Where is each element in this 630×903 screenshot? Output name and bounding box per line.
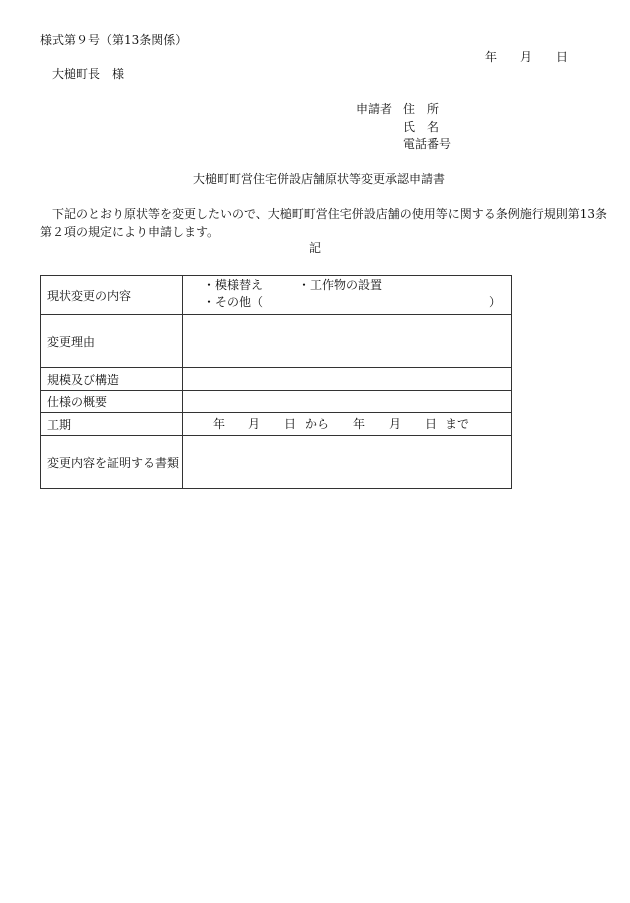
applicant-label: 申請者 [356,102,393,116]
content-options-cell [183,276,512,315]
table-row [41,436,512,489]
body-text-line1: 下記のとおり原状等を変更したいので、大槌町町営住宅併設店舗の使用等に関する条例施行規則第13条 [52,207,608,221]
form-number: 様式第９号（第13条関係） [40,33,188,47]
label-period: 工期 [41,413,183,436]
body-text-line2: 第２項の規定により申請します。 [40,225,220,239]
table-row [41,315,512,368]
reason-cell [183,315,512,368]
label-docs: 変更内容を証明する書類 [41,436,183,489]
period-month-1: 月 [248,417,261,431]
docs-cell [183,436,512,489]
applicant-name-label: 氏 名 [403,120,440,134]
applicant-address-label: 住 所 [403,102,440,116]
table-row [41,368,512,391]
label-spec: 仕様の概要 [41,391,183,413]
option-pattern: ・模様替え [203,278,264,292]
period-until: まで [445,417,470,431]
document-title: 大槌町町営住宅併設店舗原状等変更承認申請書 [193,172,446,186]
date-year: 年 [485,50,498,64]
table-row [41,276,512,315]
date-month: 月 [520,50,533,64]
ki-heading: 記 [309,241,322,255]
option-other-close: ） [489,295,502,309]
period-cell [183,413,512,436]
period-day-2: 日 [425,417,438,431]
label-content: 現状変更の内容 [41,276,183,315]
period-month-2: 月 [389,417,402,431]
scale-cell [183,368,512,391]
application-table [40,275,512,489]
date-day: 日 [556,50,569,64]
option-structure: ・工作物の設置 [298,278,383,292]
period-year-2: 年 [353,417,366,431]
label-scale: 規模及び構造 [41,368,183,391]
addressee: 大槌町長 様 [52,67,125,81]
period-day-1: 日 [284,417,297,431]
period-year-1: 年 [213,417,226,431]
table-row [41,413,512,436]
period-from: から [305,417,330,431]
spec-cell [183,391,512,413]
table-row [41,391,512,413]
label-reason: 変更理由 [41,315,183,368]
applicant-phone-label: 電話番号 [403,137,452,151]
option-other: ・その他（ [203,295,264,309]
